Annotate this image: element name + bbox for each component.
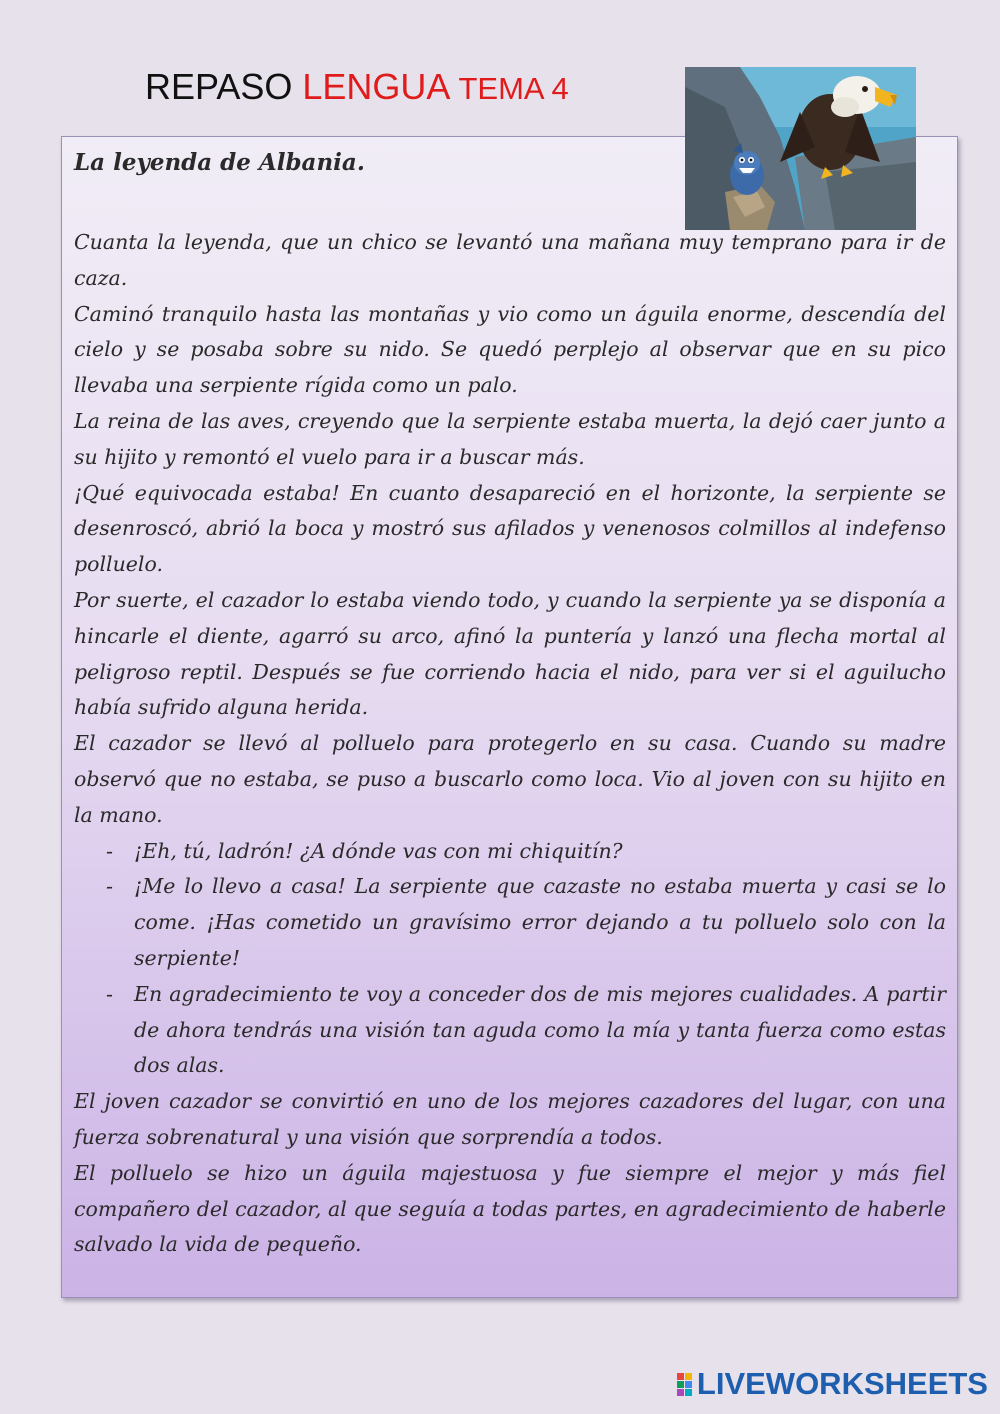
dialogue-dash: -: [106, 838, 113, 863]
story-paragraph: El cazador se llevó al polluelo para protegerlo en su casa. Cuando su madre observó que no estaba, se puso a buscarlo como loca. Vio al joven con su hijito en la mano.: [74, 731, 946, 827]
story-body: [74, 225, 946, 1263]
story-paragraph: El polluelo se hizo un águila majestuosa y fue siempre el mejor y más fiel compañero del cazador, al que seguía a todas partes, en agradecimiento de haberle salvado la vida de pequeño.: [74, 1160, 946, 1257]
story-paragraph: ¡Qué equivocada estaba! En cuanto desapareció en el horizonte, la serpiente se desenroscó, abrió la boca y mostró sus afilados y venenosos colmillos al indefenso polluelo.: [74, 480, 946, 577]
story-paragraph: El joven cazador se convirtió en uno de los mejores cazadores del lugar, con una fuerza sobrenatural y una visión que sorprendía a todos.: [74, 1089, 946, 1149]
story-paragraph: Cuanta la leyenda, que un chico se levantó una mañana muy temprano para ir de caza.: [74, 230, 946, 290]
dialogue-text: ¡Me lo llevo a casa! La serpiente que cazaste no estaba muerta y casi se lo come. ¡Has cometido un gravísimo error dejando a tu polluelo solo con la serpiente!: [134, 874, 946, 970]
dialogue-dash: -: [106, 874, 113, 899]
liveworksheets-logo-icon: [677, 1373, 692, 1396]
dialogue-text: En agradecimiento te voy a conceder dos de mis mejores cualidades. A partir de ahora tendrás una visión tan aguda como la mía y tanta fuerza como estas dos alas.: [134, 981, 946, 1078]
dialogue-line: [106, 834, 946, 870]
dialogue-list: [74, 834, 946, 1085]
story-paragraph: Caminó tranquilo hasta las montañas y vio como un águila enorme, descendía del cielo y se posaba sobre su nido. Se quedó perplejo al observar que en su pico llevaba una serpiente rígida como un palo.: [74, 301, 946, 398]
liveworksheets-logo[interactable]: [677, 1366, 988, 1402]
page-title: [145, 66, 569, 108]
title-tema: TEMA 4: [458, 71, 569, 106]
dialogue-line: [106, 869, 946, 976]
story-paragraph: Por suerte, el cazador lo estaba viendo todo, y cuando la serpiente ya se disponía a hincarle el diente, agarró su arco, afinó la puntería y lanzó una flecha mortal al peligroso reptil. Después se fue corriendo hacia el nido, para ver si el aguilucho había sufrido alguna herida.: [74, 587, 946, 720]
story-paragraph: La reina de las aves, creyendo que la serpiente estaba muerta, la dejó caer junto a su hijito y remontó el vuelo para ir a buscar más.: [74, 408, 946, 469]
dialogue-line: [106, 977, 946, 1084]
story-title: La leyenda de Albania.: [74, 149, 365, 176]
title-lengua: LENGUA: [302, 66, 449, 107]
brand-name: LIVEWORKSHEETS: [696, 1366, 988, 1401]
story-box: [61, 136, 958, 1298]
eagle-and-snake-illustration: [685, 67, 916, 230]
dialogue-text: ¡Eh, tú, ladrón! ¿A dónde vas con mi chiquitín?: [134, 838, 623, 863]
title-repaso: REPASO: [145, 66, 293, 107]
dialogue-dash: -: [106, 981, 113, 1006]
